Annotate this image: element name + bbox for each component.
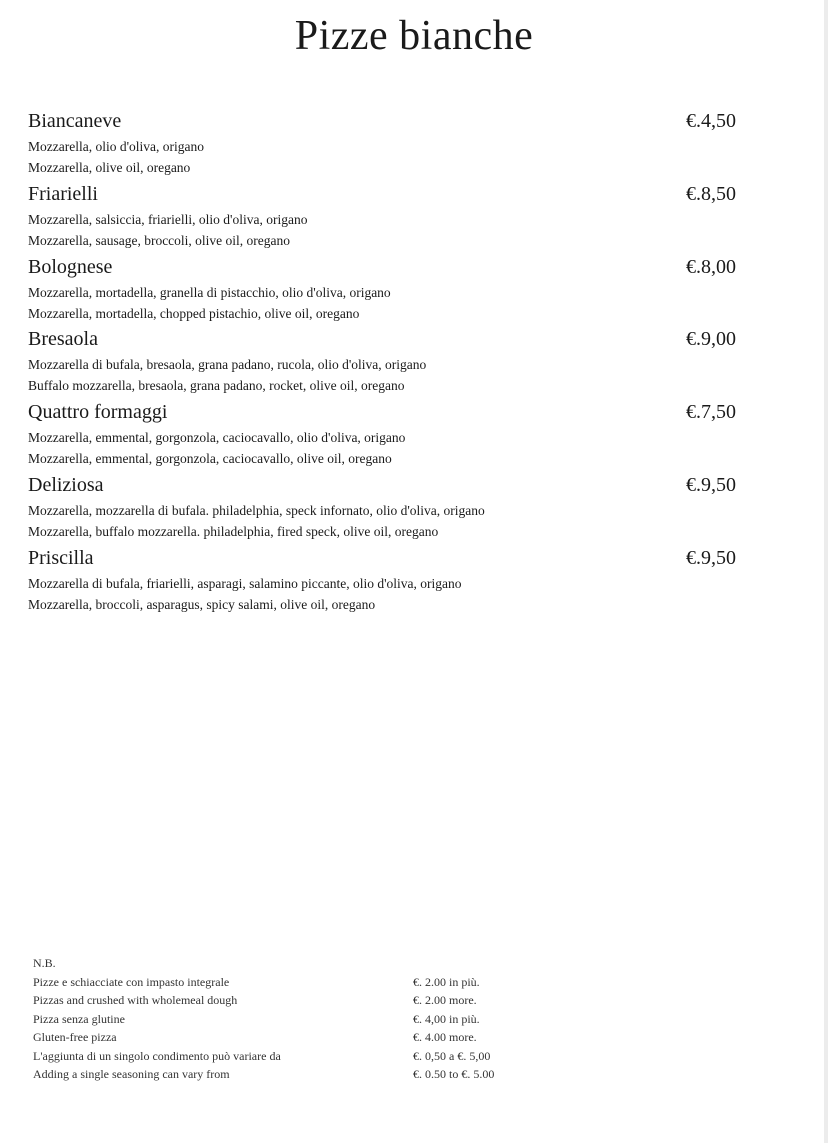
note-label: Pizza senza glutine [33, 1011, 125, 1026]
pizza-list [28, 106, 736, 616]
menu-item [28, 106, 736, 179]
item-description-en: Mozzarella, emmental, gorgonzola, caciocavallo, olive oil, oregano [28, 451, 392, 467]
menu-item [28, 179, 736, 252]
notes-heading: N.B. [33, 956, 56, 970]
menu-item [28, 470, 736, 543]
note-label: L'aggiunta di un singolo condimento può variare da [33, 1048, 281, 1063]
menu-item [28, 324, 736, 397]
item-name: Deliziosa [28, 473, 104, 496]
note-label: Adding a single seasoning can vary from [33, 1067, 230, 1081]
note-row [33, 991, 533, 1010]
item-description-it: Mozzarella di bufala, bresaola, grana padano, rucola, olio d'oliva, origano [28, 357, 427, 373]
notes-section [33, 954, 533, 1084]
item-name: Friarielli [28, 182, 98, 205]
note-price: €. 0.50 to €. 5.00 [413, 1067, 495, 1081]
item-description-it: Mozzarella, mozzarella di bufala. philadelphia, speck infornato, olio d'oliva, origano [28, 502, 485, 518]
note-row [33, 973, 533, 992]
item-description-en: Buffalo mozzarella, bresaola, grana padano, rocket, olive oil, oregano [28, 378, 405, 394]
item-price: €.9,50 [686, 473, 736, 496]
note-label: Gluten-free pizza [33, 1030, 117, 1044]
note-price: €. 4,00 in più. [413, 1011, 480, 1026]
menu-item [28, 397, 736, 470]
item-name: Biancaneve [28, 110, 122, 132]
item-name: Priscilla [28, 546, 94, 569]
item-name: Bresaola [28, 328, 98, 351]
item-description-it: Mozzarella, emmental, gorgonzola, caciocavallo, olio d'oliva, origano [28, 430, 406, 446]
item-price: €.9,50 [686, 546, 736, 569]
item-price: €.4,50 [686, 110, 736, 132]
note-price: €. 2.00 in più. [413, 974, 480, 989]
item-description-en: Mozzarella, sausage, broccoli, olive oil, oregano [28, 232, 291, 248]
item-description-en: Mozzarella, buffalo mozzarella. philadelphia, fired speck, olive oil, oregano [28, 523, 439, 539]
note-label: Pizze e schiacciate con impasto integrale [33, 974, 230, 989]
note-row [33, 1047, 533, 1066]
note-price: €. 2.00 more. [413, 993, 477, 1007]
menu-item [28, 543, 736, 616]
item-name: Bolognese [28, 255, 113, 278]
item-description-it: Mozzarella, mortadella, granella di pistacchio, olio d'oliva, origano [28, 284, 391, 300]
note-row [33, 1010, 533, 1029]
item-name: Quattro formaggi [28, 401, 168, 424]
item-description-en: Mozzarella, mortadella, chopped pistachio, olive oil, oregano [28, 305, 360, 321]
note-row [33, 1028, 533, 1047]
page-edge [824, 0, 828, 1143]
note-price: €. 4.00 more. [413, 1030, 477, 1044]
note-label: Pizzas and crushed with wholemeal dough [33, 993, 238, 1007]
note-price: €. 0,50 a €. 5,00 [413, 1048, 491, 1063]
item-description-en: Mozzarella, broccoli, asparagus, spicy salami, olive oil, oregano [28, 596, 376, 612]
note-row [33, 1065, 533, 1084]
menu-item [28, 252, 736, 325]
item-price: €.7,50 [686, 401, 736, 424]
page-title: Pizze bianche [294, 13, 534, 59]
item-price: €.8,50 [686, 182, 736, 205]
item-description-it: Mozzarella di bufala, friarielli, asparagi, salamino piccante, olio d'oliva, origano [28, 575, 462, 591]
item-description-en: Mozzarella, olive oil, oregano [28, 160, 191, 175]
item-description-it: Mozzarella, olio d'oliva, origano [28, 139, 205, 154]
item-price: €.9,00 [686, 328, 736, 351]
item-description-it: Mozzarella, salsiccia, friarielli, olio d'oliva, origano [28, 211, 308, 227]
item-price: €.8,00 [686, 255, 736, 278]
